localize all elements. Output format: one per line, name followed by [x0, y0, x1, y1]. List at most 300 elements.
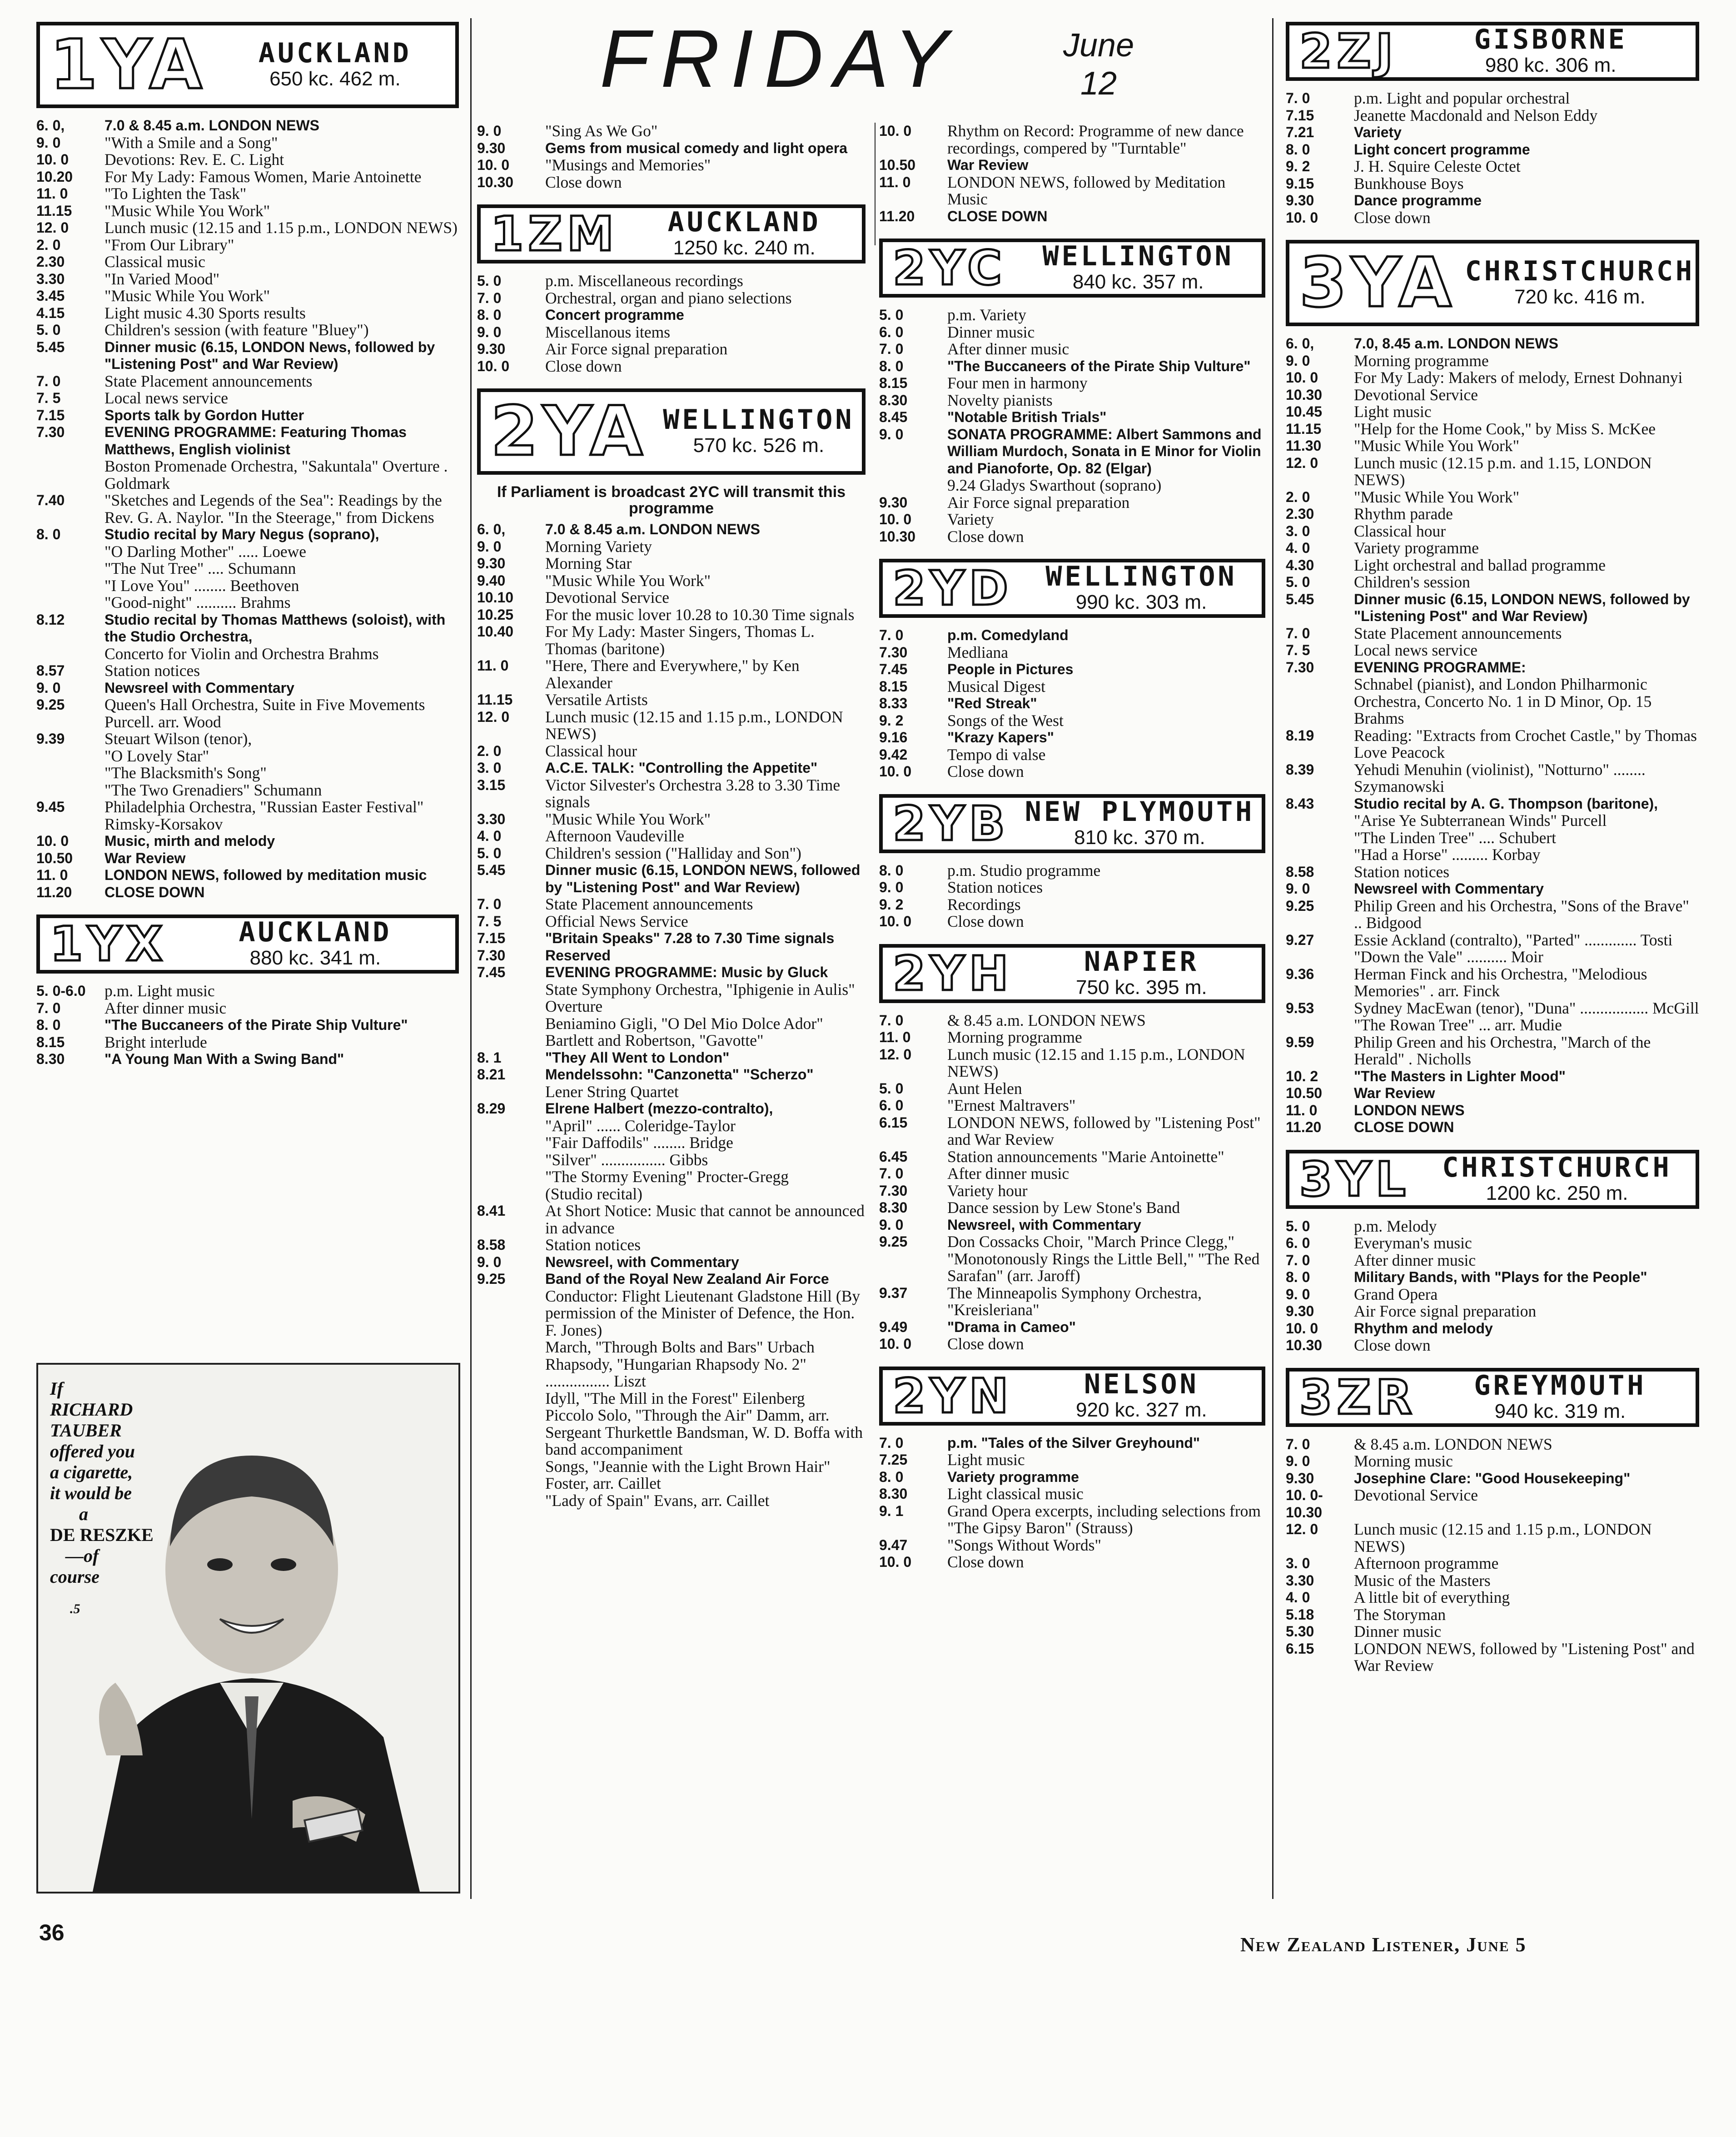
programme-title: War Review [104, 850, 186, 866]
programme-title: "Help for the Home Cook," by Miss S. McKee [1354, 419, 1656, 438]
programme-entry [879, 174, 1265, 208]
station-callsign: 2YH [893, 945, 1013, 1001]
station-callsign: 2YD [893, 561, 1013, 616]
programme-title: CLOSE DOWN [947, 208, 1048, 224]
programme-entry [879, 879, 1265, 896]
programme-title: Aunt Helen [947, 1079, 1022, 1098]
programme-time [36, 543, 104, 561]
programme-time: 10.40 [477, 623, 514, 640]
programme-entry [477, 1100, 866, 1118]
programme-time: 7.30 [1286, 659, 1314, 676]
station-frequency: 980 kc. 306 m. [1485, 54, 1617, 77]
station-block [879, 559, 1265, 789]
programme-time: 8.21 [477, 1066, 506, 1083]
station-info [215, 39, 455, 91]
programme-entry [879, 1046, 1265, 1080]
programme-entry [1286, 1436, 1699, 1453]
station-frequency: 810 kc. 370 m. [1074, 826, 1205, 849]
programme-entry [477, 1237, 866, 1254]
programme-list [1286, 1218, 1699, 1354]
programme-time [477, 1492, 545, 1510]
programme-title: "Musings and Memories" [545, 156, 711, 174]
station-frequency: 1200 kc. 250 m. [1486, 1182, 1628, 1204]
programme-title: Everyman's music [1354, 1234, 1472, 1252]
programme-title: Military Bands, with "Plays for the People" [1354, 1269, 1647, 1285]
programme-title: "Fair Daffodils" ........ Bridge [545, 1133, 733, 1152]
programme-time: 7. 0 [477, 289, 502, 306]
programme-title: The Storyman [1354, 1605, 1446, 1624]
programme-entry [1286, 642, 1699, 659]
programme-entry [36, 151, 459, 169]
station-block [1286, 22, 1699, 234]
programme-entry [477, 1015, 866, 1033]
programme-time: 8.58 [1286, 863, 1314, 880]
programme-time: 3.30 [1286, 1572, 1314, 1589]
programme-time: 9.27 [1286, 931, 1314, 948]
page-date [1063, 26, 1134, 103]
programme-entry [1286, 1589, 1699, 1606]
programme-title: Grand Opera [1354, 1285, 1438, 1303]
programme-entry [1286, 1572, 1699, 1590]
programme-time: 2. 0 [36, 236, 61, 253]
programme-time: 8.29 [477, 1100, 506, 1117]
programme-title: Orchestral, organ and piano selections [545, 288, 792, 307]
programme-time [36, 646, 104, 663]
programme-entry [36, 458, 459, 492]
programme-title: Lunch music (12.15 and 1.15 p.m., LONDON NEWS) [104, 219, 458, 237]
programme-title: Variety [947, 510, 994, 528]
programme-time: 10. 0 [1286, 1320, 1318, 1337]
programme-entry [879, 678, 1265, 696]
station-frequency: 750 kc. 395 m. [1076, 976, 1207, 999]
programme-time: 9. 0 [477, 123, 502, 139]
programme-title: "With a Smile and a Song" [104, 133, 278, 152]
station-callsign: 2ZJ [1299, 24, 1398, 79]
programme-time: 9.42 [879, 746, 908, 763]
programme-title: "The Stormy Evening" Procter-Gregg [545, 1168, 789, 1186]
programme-title: Light music [1354, 403, 1432, 421]
programme-time: 9.59 [1286, 1034, 1314, 1050]
programme-time: 11.20 [36, 884, 72, 900]
programme-entry [879, 1537, 1265, 1554]
programme-entry [36, 253, 459, 271]
programme-entry [1286, 1034, 1699, 1068]
programme-time: 9. 0 [879, 426, 904, 442]
programme-time: 6.15 [879, 1114, 908, 1131]
programme-title: Dance programme [1354, 192, 1482, 209]
programme-title: Reading: "Extracts from Crochet Castle," by Thomas Love Peacock [1354, 726, 1697, 761]
programme-entry [36, 765, 459, 782]
programme-time: 10.10 [477, 589, 514, 606]
programme-time: 3. 0 [1286, 1555, 1310, 1571]
programme-title: "They All Went to London" [545, 1049, 730, 1066]
programme-entry [36, 850, 459, 867]
programme-time: 7. 0 [1286, 1436, 1310, 1452]
programme-entry [1286, 966, 1699, 1000]
programme-title: "From Our Library" [104, 235, 234, 254]
programme-entry [1286, 158, 1699, 175]
programme-title: Miscellanous items [545, 323, 671, 341]
programme-entry [477, 657, 866, 691]
programme-entry [879, 341, 1265, 358]
advert-line: it would be [50, 1483, 132, 1503]
programme-time: 11. 0 [1286, 1102, 1318, 1118]
programme-time: 5.45 [477, 862, 506, 878]
programme-time: 9. 0 [477, 323, 502, 340]
programme-time: 5.45 [36, 338, 65, 355]
station-callsign: 2YA [491, 392, 647, 471]
programme-entry [477, 1118, 866, 1135]
programme-title: "Good-night" .......... Brahms [104, 593, 291, 611]
programme-entry [1286, 90, 1699, 107]
programme-entry [1286, 1640, 1699, 1675]
programme-entry [477, 947, 866, 964]
station-city: CHRISTCHURCH [1442, 1151, 1672, 1183]
programme-entry [477, 913, 866, 930]
station-info [1418, 1153, 1696, 1205]
programme-time: 11. 0 [36, 185, 68, 202]
programme-entry [477, 1458, 866, 1492]
programme-time: 12. 0 [477, 708, 510, 725]
programme-time: 6. 0 [1286, 1235, 1310, 1251]
programme-time: 9. 0 [36, 134, 61, 151]
station-header [879, 944, 1265, 1003]
programme-entry [36, 611, 459, 646]
programme-entry [36, 1000, 459, 1017]
programme-title: Schnabel (pianist), and London Philharmonic Orchestra, Concerto No. 1 in D Minor, Op. 15 Brahms [1354, 675, 1652, 727]
programme-time: 3.30 [477, 810, 506, 827]
station-block [1286, 240, 1699, 1144]
programme-entry [1286, 676, 1699, 727]
programme-entry [1286, 107, 1699, 124]
programme-list [1286, 1436, 1699, 1675]
programme-title: "Notable British Trials" [947, 409, 1107, 425]
programme-entry [36, 237, 459, 254]
advert-line: TAUBER [50, 1420, 122, 1441]
programme-time: 10.30 [477, 174, 514, 190]
programme-time: 2.30 [1286, 506, 1314, 522]
programme-time: 9.25 [477, 1271, 506, 1287]
station-block [477, 388, 866, 1517]
programme-entry [879, 695, 1265, 712]
programme-time [477, 1458, 545, 1492]
programme-entry [477, 1203, 866, 1237]
programme-title: 7.0 & 8.45 a.m. LONDON NEWS [545, 521, 761, 537]
programme-entry [477, 709, 866, 743]
station-block [879, 239, 1265, 553]
programme-time: 11. 0 [477, 657, 509, 674]
programme-time [36, 748, 104, 765]
programme-title: Air Force signal preparation [947, 493, 1130, 512]
programme-title: Musical Digest [947, 677, 1045, 696]
programme-entry [879, 712, 1265, 730]
station-city: NEW PLYMOUTH [1025, 795, 1255, 828]
programme-title: A little bit of everything [1354, 1588, 1510, 1606]
programme-time: 8.30 [879, 392, 908, 408]
programme-time: 6. 0 [879, 323, 904, 340]
programme-entry [36, 577, 459, 595]
programme-title: CLOSE DOWN [104, 884, 205, 900]
programme-time: 10. 0 [477, 358, 510, 374]
programme-time: 11.20 [1286, 1119, 1322, 1135]
programme-entry [36, 219, 459, 237]
programme-entry [36, 526, 459, 543]
programme-entry [36, 1051, 459, 1068]
programme-time [1286, 830, 1354, 847]
programme-time [477, 1134, 545, 1152]
station-block [1286, 1368, 1699, 1683]
programme-time: 9. 0 [1286, 352, 1310, 369]
programme-title: Queen's Hall Orchestra, Suite in Five Movements Purcell. arr. Wood [104, 696, 425, 731]
programme-entry [36, 407, 459, 424]
programme-entry [879, 1114, 1265, 1148]
programme-time: 6.45 [879, 1148, 908, 1165]
programme-title: Station notices [104, 661, 200, 680]
programme-title: Jeanette Macdonald and Nelson Eddy [1354, 106, 1598, 124]
programme-time: 8.43 [1286, 795, 1314, 812]
programme-entry [1286, 880, 1699, 898]
programme-time: 9.30 [477, 139, 506, 156]
programme-entry [1286, 1085, 1699, 1102]
programme-time: 10. 0 [477, 157, 510, 173]
programme-list [36, 117, 459, 901]
programme-title: p.m. "Tales of the Silver Greyhound" [947, 1434, 1200, 1451]
station-header [1286, 22, 1699, 81]
programme-title: Sydney MacEwan (tenor), "Duna" ................. McGill [1354, 999, 1699, 1017]
programme-title: "The Two Grenadiers" Schumann [104, 780, 322, 799]
programme-title: 7.0, 8.45 a.m. LONDON NEWS [1354, 335, 1558, 352]
programme-entry [1286, 1606, 1699, 1624]
programme-entry [477, 307, 866, 324]
programme-entry [477, 1288, 866, 1339]
programme-entry [879, 1165, 1265, 1183]
programme-title: 7.0 & 8.45 a.m. LONDON NEWS [104, 117, 320, 134]
programme-title: Rhythm on Record: Programme of new dance recordings, compered by "Turntable" [947, 122, 1244, 157]
programme-time: 9.30 [477, 555, 506, 572]
programme-title: Boston Promenade Orchestra, "Sakuntala" Overture . Goldmark [104, 457, 448, 492]
programme-title: Lunch music (12.15 p.m. and 1.15, LONDON NEWS) [1354, 453, 1652, 489]
station-header [1286, 1368, 1699, 1427]
programme-title: Beniamino Gigli, "O Del Mio Dolce Ador" [545, 1014, 823, 1033]
programme-time: 7. 0 [1286, 1252, 1310, 1268]
programme-entry [879, 157, 1265, 174]
programme-time: 8.30 [36, 1051, 65, 1067]
programme-title: "Down the Vale" .......... Moir [1354, 948, 1543, 966]
programme-time: 7.15 [477, 930, 506, 946]
programme-time: 7.45 [477, 964, 506, 980]
programme-title: "I Love You" ........ Beethoven [104, 576, 299, 595]
programme-time: 12. 0 [1286, 454, 1318, 471]
programme-title: Music of the Masters [1354, 1571, 1491, 1590]
programme-list [1286, 335, 1699, 1136]
programme-title: Variety programme [947, 1468, 1079, 1485]
programme-time: 9.25 [879, 1233, 908, 1250]
programme-time: 6. 0, [477, 521, 506, 537]
programme-entry [879, 426, 1265, 477]
programme-time: 11.15 [477, 691, 513, 708]
programme-entry [36, 696, 459, 731]
programme-entry [879, 763, 1265, 780]
programme-list [477, 273, 866, 375]
programme-time [477, 1356, 545, 1390]
programme-time: 8.15 [36, 1034, 65, 1050]
station-city: WELLINGTON [1045, 561, 1237, 593]
programme-entry [477, 157, 866, 174]
programme-time [477, 1339, 545, 1356]
programme-entry [879, 1183, 1265, 1200]
programme-time: 10. 0 [879, 763, 912, 780]
programme-title: Classical hour [1354, 522, 1446, 540]
programme-entry [1286, 1068, 1699, 1085]
programme-title: p.m. Comedyland [947, 627, 1069, 643]
programme-entry [477, 1407, 866, 1458]
programme-time [477, 1186, 545, 1203]
programme-entry [1286, 1521, 1699, 1555]
programme-entry [477, 1032, 866, 1049]
programme-time: 10. 2 [1286, 1068, 1318, 1084]
programme-entry [477, 1168, 866, 1186]
programme-time: 8. 0 [879, 1468, 904, 1485]
programme-entry [477, 1152, 866, 1169]
programme-list [879, 1012, 1265, 1353]
programme-time: 9.36 [1286, 965, 1314, 982]
programme-entry [36, 680, 459, 697]
programme-entry [1286, 1218, 1699, 1235]
programme-title: EVENING PROGRAMME: [1354, 659, 1526, 676]
programme-title: Studio recital by Thomas Matthews (soloist), with the Studio Orchestra, [104, 611, 446, 645]
programme-time: 10.30 [1286, 386, 1323, 403]
programme-title: Grand Opera excerpts, including selections from "The Gipsy Baron" (Strauss) [947, 1501, 1261, 1537]
programme-entry [879, 208, 1265, 225]
programme-time: 10.30 [1286, 1337, 1323, 1353]
programme-entry [879, 1435, 1265, 1452]
advert-line: —of [65, 1546, 99, 1566]
programme-entry [1286, 812, 1699, 830]
station-block [36, 914, 459, 1076]
station-city: AUCKLAND [667, 206, 821, 239]
programme-title: Songs, "Jeannie with the Light Brown Hair" Foster, arr. Caillet [545, 1457, 831, 1492]
programme-title: "Music While You Work" [104, 287, 270, 305]
programme-entry [36, 867, 459, 884]
programme-time [477, 1032, 545, 1049]
advert-line: .5 [70, 1601, 80, 1616]
programme-time: 5. 0 [879, 307, 904, 323]
programme-time: 7.45 [879, 661, 908, 677]
programme-time: 7. 0 [36, 373, 61, 389]
programme-time: 8. 0 [879, 358, 904, 374]
programme-title: Dance session by Lew Stone's Band [947, 1198, 1180, 1217]
programme-time: 7. 5 [1286, 642, 1310, 658]
programme-time: 9.25 [1286, 897, 1314, 914]
programme-time: 9.30 [1286, 1470, 1314, 1486]
programme-time: 9. 0 [879, 1216, 904, 1233]
programme-title: Close down [947, 912, 1024, 930]
programme-entry [477, 606, 866, 624]
programme-entry [879, 494, 1265, 512]
programme-time: 3.30 [36, 270, 65, 287]
programme-time: 9. 0 [36, 679, 61, 696]
programme-time: 8. 0 [879, 862, 904, 879]
programme-time: 7.30 [36, 424, 65, 440]
programme-time: 10. 0 [36, 833, 69, 849]
programme-title: "Sing As We Go" [545, 122, 658, 140]
programme-entry [477, 521, 866, 538]
programme-title: "The Buccaneers of the Pirate Ship Vulture" [104, 1017, 408, 1033]
programme-entry [36, 117, 459, 134]
programme-title: Rhythm parade [1354, 505, 1453, 523]
programme-time [1286, 1017, 1354, 1034]
programme-time: 7. 0 [879, 1012, 904, 1029]
programme-title: Recordings [947, 895, 1021, 914]
programme-time [477, 1152, 545, 1169]
programme-title: "A Young Man With a Swing Band" [104, 1051, 344, 1067]
programme-entry [879, 1148, 1265, 1166]
programme-time [477, 1015, 545, 1033]
station-info [1021, 1370, 1262, 1422]
programme-title: Philip Green and his Orchestra, "March of the Herald" . Nicholls [1354, 1033, 1651, 1068]
programme-entry [1286, 141, 1699, 159]
programme-entry [1286, 1119, 1699, 1136]
programme-entry [477, 862, 866, 896]
programme-entry [879, 1486, 1265, 1503]
programme-list [879, 1435, 1265, 1571]
station-frequency: 570 kc. 526 m. [693, 434, 825, 457]
programme-title: For My Lady: Makers of melody, Ernest Dohnanyi [1354, 368, 1683, 387]
programme-time [477, 1407, 545, 1458]
programme-entry [1286, 557, 1699, 574]
programme-time: 7. 0 [879, 341, 904, 357]
station-info [656, 406, 862, 457]
programme-time: 7. 0 [477, 896, 502, 912]
programme-title: Devotions: Rev. E. C. Light [104, 150, 284, 169]
programme-entry [879, 1336, 1265, 1353]
programme-title: "The Masters in Lighter Mood" [1354, 1068, 1566, 1084]
programme-title: Close down [947, 1335, 1024, 1353]
programme-time: 9.53 [1286, 999, 1314, 1016]
programme-title: Morning Star [545, 554, 632, 572]
station-header [879, 794, 1265, 853]
programme-time: 10. 0 [879, 1336, 912, 1352]
programme-time: 5.30 [1286, 1623, 1314, 1640]
programme-title: "Music While You Work" [545, 571, 711, 590]
programme-title: "Krazy Kapers" [947, 729, 1054, 745]
programme-time: 3. 0 [477, 760, 502, 776]
programme-title: Classical hour [545, 741, 637, 760]
programme-entry [879, 1217, 1265, 1234]
programme-time [1286, 846, 1354, 864]
programme-title: State Placement announcements [545, 895, 753, 913]
programme-title: Light music [947, 1451, 1025, 1469]
programme-entry [1286, 1470, 1699, 1487]
programme-title: Versatile Artists [545, 691, 648, 709]
programme-title: Josephine Clare: "Good Housekeeping" [1354, 1470, 1631, 1486]
programme-time: 11.15 [1286, 420, 1322, 437]
programme-entry [36, 322, 459, 339]
programme-title: Songs of the West [947, 711, 1064, 730]
programme-time: 9. 0 [477, 538, 502, 555]
programme-title: Light music 4.30 Sports results [104, 303, 306, 322]
programme-entry [1286, 1017, 1699, 1034]
programme-title: "O Darling Mother" ..... Loewe [104, 542, 307, 561]
programme-entry [36, 782, 459, 799]
programme-time: 8. 0 [36, 1017, 61, 1033]
programme-entry [477, 964, 866, 981]
station-block [477, 204, 866, 383]
programme-entry [1286, 455, 1699, 489]
programme-time: 5. 0 [1286, 574, 1310, 590]
programme-time: 9. 1 [879, 1502, 904, 1519]
programme-time: 6.15 [1286, 1640, 1314, 1657]
